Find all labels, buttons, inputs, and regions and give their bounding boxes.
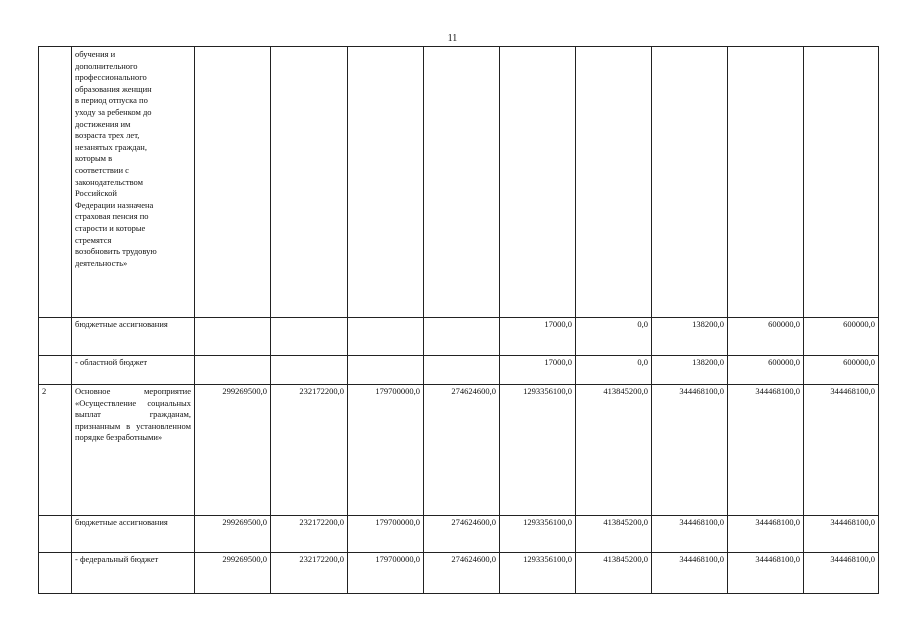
value-cell: 179700000,0 — [348, 553, 424, 594]
description-line: возраста трех лет, — [75, 130, 140, 141]
value-cell: 179700000,0 — [348, 385, 424, 516]
value-cell: 344468100,0 — [728, 553, 804, 594]
value-cell: 232172200,0 — [271, 516, 348, 553]
description-line: старости и которые — [75, 222, 146, 233]
value-cell — [271, 47, 348, 318]
value-cell: 413845200,0 — [576, 516, 652, 553]
value-cell: 0,0 — [576, 318, 652, 356]
value-cell: 274624600,0 — [424, 385, 500, 516]
value-cell — [652, 47, 728, 318]
value-cell: 344468100,0 — [652, 553, 728, 594]
value-cell — [424, 356, 500, 385]
description-line: страховая пенсия по — [75, 211, 149, 222]
value-cell: 344468100,0 — [804, 385, 879, 516]
description-line: которым в — [75, 153, 113, 164]
row-description: - областной бюджет — [72, 356, 195, 385]
description-line: дополнительного — [75, 60, 138, 71]
value-cell: 232172200,0 — [271, 385, 348, 516]
value-cell — [424, 318, 500, 356]
description-line: Федерации назначена — [75, 199, 154, 210]
value-cell: 600000,0 — [804, 356, 879, 385]
value-cell: 344468100,0 — [728, 385, 804, 516]
description-line: Российской — [75, 188, 117, 199]
value-cell: 138200,0 — [652, 356, 728, 385]
value-cell: 274624600,0 — [424, 553, 500, 594]
table-row — [39, 385, 879, 516]
value-cell — [424, 47, 500, 318]
row-description: Основное мероприятие «Осуществление социальных выплат гражданам, признанным в установленном порядке безработными» — [72, 385, 195, 516]
row-description: - федеральный бюджет — [72, 553, 195, 594]
value-cell — [195, 356, 271, 385]
description-line: обучения и — [75, 49, 116, 59]
value-cell: 17000,0 — [500, 318, 576, 356]
table-row — [39, 47, 879, 318]
row-description: бюджетные ассигнования — [72, 516, 195, 553]
value-cell — [195, 318, 271, 356]
description-line: соответствии с — [75, 164, 129, 175]
budget-table — [38, 46, 879, 594]
row-description: бюджетные ассигнования — [72, 318, 195, 356]
row-index — [39, 47, 72, 318]
value-cell: 600000,0 — [804, 318, 879, 356]
value-cell: 413845200,0 — [576, 553, 652, 594]
value-cell: 1293356100,0 — [500, 516, 576, 553]
table-row — [39, 318, 879, 356]
description-line: образования женщин — [75, 83, 152, 94]
value-cell: 600000,0 — [728, 356, 804, 385]
row-index: 2 — [39, 385, 72, 516]
description-line: достижения им — [75, 118, 131, 129]
value-cell — [195, 47, 271, 318]
table-row — [39, 553, 879, 594]
description-line: деятельность» — [75, 257, 128, 268]
value-cell — [348, 47, 424, 318]
row-index — [39, 356, 72, 385]
description-line: уходу за ребенком до — [75, 106, 152, 117]
value-cell: 344468100,0 — [804, 516, 879, 553]
description-line: законодательством — [75, 176, 144, 187]
value-cell — [348, 318, 424, 356]
description-line: возобновить трудовую — [75, 246, 157, 257]
value-cell: 1293356100,0 — [500, 553, 576, 594]
table-row — [39, 356, 879, 385]
value-cell: 344468100,0 — [804, 553, 879, 594]
value-cell: 299269500,0 — [195, 553, 271, 594]
description-line: профессионального — [75, 72, 147, 83]
value-cell: 0,0 — [576, 356, 652, 385]
row-index — [39, 553, 72, 594]
value-cell — [804, 47, 879, 318]
value-cell: 274624600,0 — [424, 516, 500, 553]
value-cell: 299269500,0 — [195, 516, 271, 553]
value-cell — [500, 47, 576, 318]
table-row — [39, 516, 879, 553]
description-line: стремятся — [75, 234, 112, 245]
value-cell — [348, 356, 424, 385]
value-cell — [271, 356, 348, 385]
page-number: 11 — [447, 33, 458, 44]
value-cell: 179700000,0 — [348, 516, 424, 553]
value-cell: 299269500,0 — [195, 385, 271, 516]
value-cell: 344468100,0 — [728, 516, 804, 553]
value-cell: 1293356100,0 — [500, 385, 576, 516]
description-line: в период отпуска по — [75, 95, 148, 106]
row-index — [39, 318, 72, 356]
value-cell: 138200,0 — [652, 318, 728, 356]
value-cell — [576, 47, 652, 318]
value-cell: 413845200,0 — [576, 385, 652, 516]
value-cell — [271, 318, 348, 356]
value-cell — [728, 47, 804, 318]
value-cell: 344468100,0 — [652, 516, 728, 553]
value-cell: 17000,0 — [500, 356, 576, 385]
row-description — [72, 47, 195, 318]
row-index — [39, 516, 72, 553]
value-cell: 344468100,0 — [652, 385, 728, 516]
description-line: незанятых граждан, — [75, 141, 147, 152]
value-cell: 232172200,0 — [271, 553, 348, 594]
value-cell: 600000,0 — [728, 318, 804, 356]
